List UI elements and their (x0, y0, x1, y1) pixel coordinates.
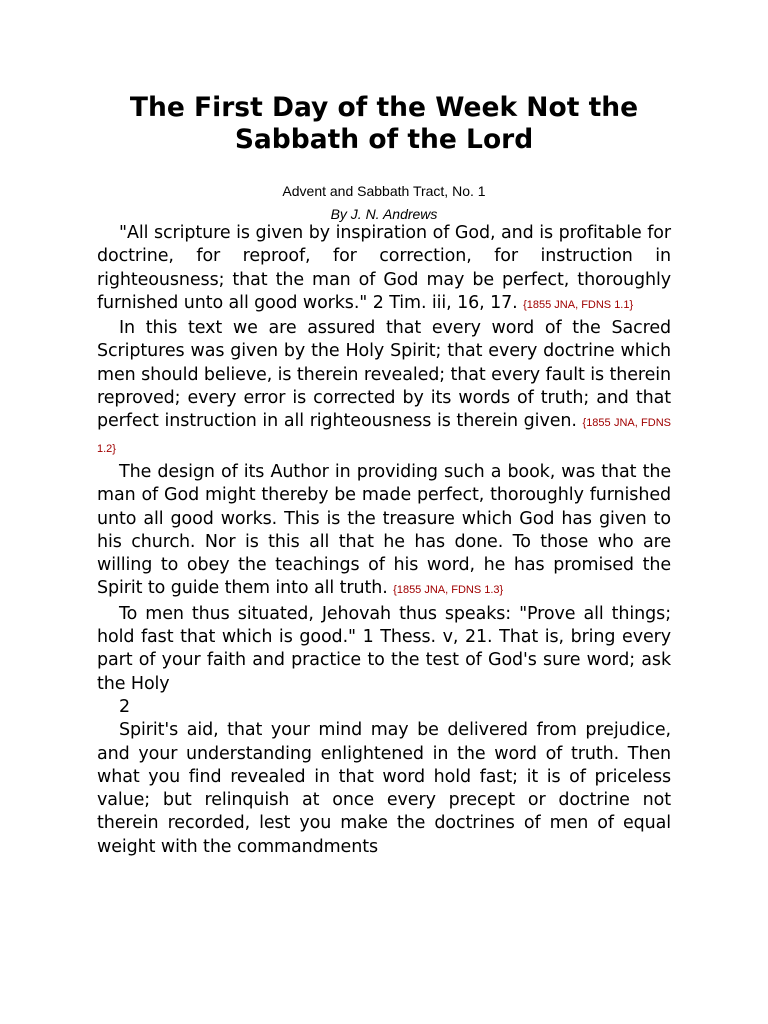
document-page (97, 92, 671, 859)
paragraph-text: "All scripture is given by inspiration of God, and is profitable for doctrine, for reproof, for correction, for instruction in righteousness; that the man of God may be perfect, thoroughly furnished unto all good works." 2 Tim. iii, 16, 17. (97, 223, 671, 313)
paragraph-reference: {1855 JNA, FDNS 1.3} (393, 584, 504, 597)
paragraph-2 (97, 317, 671, 461)
paragraph-text: In this text we are assured that every word of the Sacred Scriptures was given by the Holy Spirit; that every doctrine which men should believe, is therein revealed; that every fault is therein reproved; every error is corrected by its words of truth; and that perfect instruction in all righteousness is therein given. (97, 318, 671, 432)
document-subtitle: Advent and Sabbath Tract, No. 1 (282, 183, 486, 199)
paragraph-4 (97, 603, 671, 696)
paragraph-continuation: Spirit's aid, that your mind may be delivered from prejudice, and your understanding enlightened in the word of truth. Then what you find revealed in that word hold fast; it is of priceless value; but relinquish at once every precept or doctrine not therein recorded, lest you make the doctrines of men of equal weight with the commandments (97, 720, 671, 857)
paragraph-text: To men thus situated, Jehovah thus speaks: "Prove all things; hold fast that which is good." 1 Thess. v, 21. That is, bring every part of your faith and practice to the test of God's sure word; ask the Holy (97, 603, 671, 694)
document-title: The First Day of the Week Not the Sabbath of the Lord (129, 92, 639, 155)
paragraph-text: The design of its Author in providing such a book, was that the man of God might thereby be made perfect, thoroughly furnished unto all good works. This is the treasure which God has given to his church. Nor is this all that he has done. To those who are willing to obey the teachings of his word, he has promised the Spirit to guide them into all truth. (97, 461, 671, 599)
page-number: 2 (119, 696, 131, 717)
document-byline: By J. N. Andrews (330, 206, 438, 222)
paragraph-reference: {1855 JNA, FDNS 1.2} (97, 417, 672, 455)
paragraph-reference: {1855 JNA, FDNS 1.1} (523, 298, 634, 311)
paragraph-3 (97, 461, 671, 603)
paragraph-1 (97, 222, 671, 317)
